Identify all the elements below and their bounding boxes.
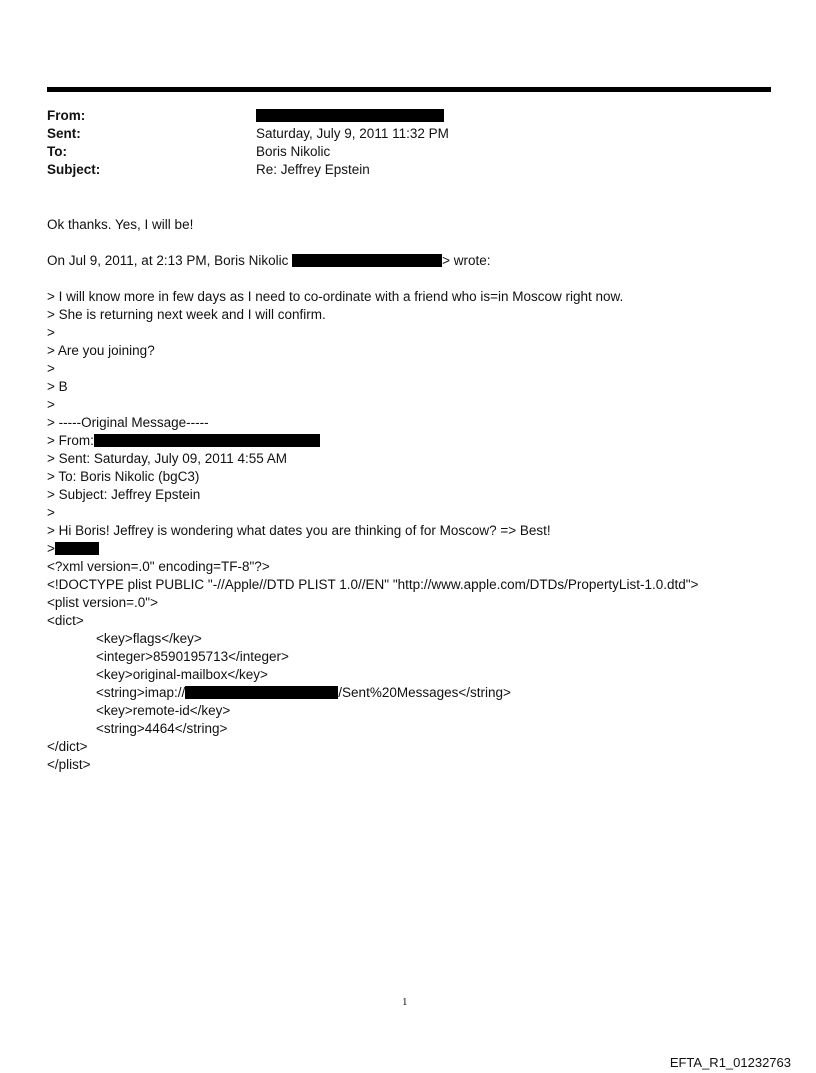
quote-line: > Subject: Jeffrey Epstein <box>47 487 201 502</box>
email-redaction <box>185 686 338 699</box>
quote-redaction-line <box>47 540 787 558</box>
subject-value: Re: Jeffrey Epstein <box>256 162 370 177</box>
quote-line: > To: Boris Nikolic (bgC3) <box>47 469 200 484</box>
email-redaction <box>292 254 442 267</box>
quote-line: > B <box>47 379 68 394</box>
from-label: From: <box>47 108 86 123</box>
redaction-block <box>55 542 99 555</box>
sent-value: Saturday, July 9, 2011 11:32 PM <box>256 126 449 141</box>
xml-line: <!DOCTYPE plist PUBLIC "-//Apple//DTD PLIST 1.0//EN" "http://www.apple.com/DTDs/PropertyList-1.0.dtd"> <box>47 577 699 592</box>
quote-line: > -----Original Message----- <box>47 415 209 430</box>
from-redaction <box>256 107 444 125</box>
xml-line: <key>flags</key> <box>96 631 202 646</box>
email-redaction <box>94 434 320 447</box>
quote-line: > <box>47 397 55 412</box>
quote-from-line <box>47 432 787 450</box>
quote-line: > <box>47 361 55 376</box>
xml-mailbox-start: <string>imap:// <box>96 685 186 700</box>
xml-line: <plist version=.0"> <box>47 595 158 610</box>
to-label: To: <box>47 144 67 159</box>
attribution-suffix: > wrote: <box>442 253 491 268</box>
xml-mailbox-end: /Sent%20Messages</string> <box>338 685 511 700</box>
to-value: Boris Nikolic <box>256 144 331 159</box>
header-rule <box>47 87 771 92</box>
quote-line: > I will know more in few days as I need to co-ordinate with a friend who is=in Moscow right now. <box>47 289 624 304</box>
quote-line: > Are you joining? <box>47 343 155 358</box>
subject-label: Subject: <box>47 162 101 177</box>
quote-line: > <box>47 505 55 520</box>
xml-line: <?xml version=.0" encoding=TF-8"?> <box>47 559 270 574</box>
quote-line: > She is returning next week and I will confirm. <box>47 307 326 322</box>
sent-label: Sent: <box>47 126 81 141</box>
quote-line: > Sent: Saturday, July 09, 2011 4:55 AM <box>47 451 288 466</box>
quote-from-label: > From: <box>47 433 94 448</box>
xml-line: </dict> <box>47 739 88 754</box>
page-number: 1 <box>402 996 408 1008</box>
attribution-line <box>47 252 787 270</box>
email-body <box>47 216 787 774</box>
xml-line: <key>original-mailbox</key> <box>96 667 268 682</box>
xml-line: <dict> <box>47 613 84 628</box>
quote-line: > <box>47 325 55 340</box>
bates-number: EFTA_R1_01232763 <box>669 1055 791 1070</box>
reply-text: Ok thanks. Yes, I will be! <box>47 217 194 232</box>
xml-line: </plist> <box>47 757 91 772</box>
attribution-prefix: On Jul 9, 2011, at 2:13 PM, Boris Nikolic <box>47 253 293 268</box>
quote-marker: > <box>47 541 55 556</box>
xml-line: <string>4464</string> <box>96 721 228 736</box>
quote-line: > Hi Boris! Jeffrey is wondering what dates you are thinking of for Moscow? => Best! <box>47 523 551 538</box>
xml-line: <integer>8590195713</integer> <box>96 649 289 664</box>
xml-line: <key>remote-id</key> <box>96 703 231 718</box>
xml-mailbox-line <box>47 684 787 702</box>
